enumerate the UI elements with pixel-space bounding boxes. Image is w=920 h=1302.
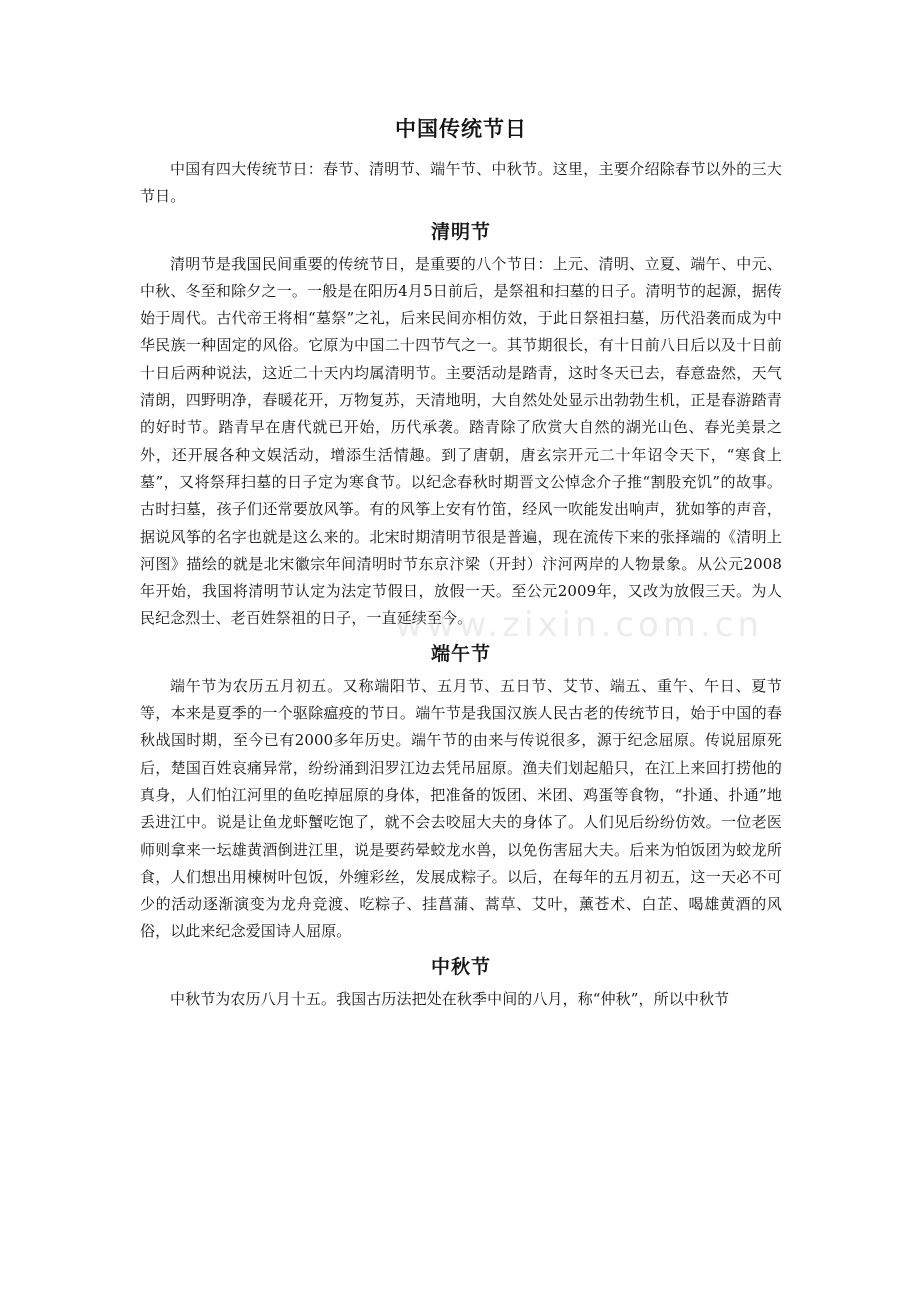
document-title: 中国传统节日 [395,117,527,141]
watermark: www.zixin.com.cn [395,605,763,645]
section-paragraph-duanwu: 端午节为农历五月初五。又称端阳节、五月节、五日节、艾节、端五、重午、午日、夏节等，本来是夏季的一个驱除瘟疫的节日。端午节是我国汉族人民古老的传统节日，始于中国的春秋战国时期，至今已有2000多年历史。端午节的由来与传说很多，源于纪念屈原。传说屈原死后，楚国百姓哀痛异常，纷纷涌到汨罗江边去凭吊屈原。渔夫们划起船只，在江上来回打捞他的真身，人们怕江河里的鱼吃掉屈原的身体，把准备的饭团、米团、鸡蛋等食物，“扑通、扑通”地丢进江中。说是让鱼龙虾蟹吃饱了，就不会去咬屈大夫的身体了。人们见后纷纷仿效。一位老医师则拿来一坛雄黄酒倒进江里，说是要药晕蛟龙水兽，以免伤害屈大夫。后来为怕饭团为蛟龙所食，人们想出用楝树叶包饭，外缠彩丝，发展成粽子。以后，在每年的五月初五，这一天必不可少的活动逐渐演变为龙舟竞渡、吃粽子、挂菖蒲、蒿草、艾叶，薰苍术、白芷、喝雄黄酒的风俗，以此来纪念爱国诗人屈原。 [140,676,782,941]
document-body [140,112,782,1015]
section-heading-duanwu: 端午节 [430,642,491,665]
section-heading-zhongqiu: 中秋节 [430,955,491,978]
section-paragraph-qingming: 清明节是我国民间重要的传统节日，是重要的八个节日：上元、清明、立夏、端午、中元、中秋、冬至和除夕之一。一般是在阳历4月5日前后，是祭祖和扫墓的日子。清明节的起源，据传始于周代。古代帝王将相“墓祭”之礼，后来民间亦相仿效，于此日祭祖扫墓，历代沿袭而成为中华民族一种固定的风俗。它原为中国二十四节气之一。其节期很长，有十日前八日后以及十日前十日后两种说法，这近二十天内均属清明节。主要活动是踏青，这时冬天已去，春意盎然，天气清朗，四野明净，春暖花开，万物复苏，天清地明，大自然处处显示出勃勃生机，正是春游踏青的好时节。踏青早在唐代就已开始，历代承袭。踏青除了欣赏大自然的湖光山色、春光美景之外，还开展各种文娱活动，增添生活情趣。到了唐朝，唐玄宗开元二十年诏令天下，“寒食上墓”，又将祭拜扫墓的日子定为寒食节。以纪念春秋时期晋文公悼念介子推“割股充饥”的故事。古时扫墓，孩子们还常要放风筝。有的风筝上安有竹笛，经风一吹能发出响声，犹如筝的声音，据说风筝的名字也就是这么来的。北宋时期清明节很是普遍，现在流传下来的张择端的《清明上河图》描绘的就是北宋徽宗年间清明时节东京汴梁（开封）汴河两岸的人物景象。从公元2008年开始，我国将清明节认定为法定节假日，放假一天。至公元2009年，又改为放假三天。为人民纪念烈士、老百姓祭祖的日子，一直延续至今。 [140,254,782,628]
section-paragraph-zhongqiu: 中秋节为农历八月十五。我国古历法把处在秋季中间的八月，称“仲秋”，所以中秋节 [170,989,730,1008]
intro-paragraph: 中国有四大传统节日：春节、清明节、端午节、中秋节。这里，主要介绍除春节以外的三大节日。 [140,160,782,206]
section-heading-qingming: 清明节 [430,220,491,243]
